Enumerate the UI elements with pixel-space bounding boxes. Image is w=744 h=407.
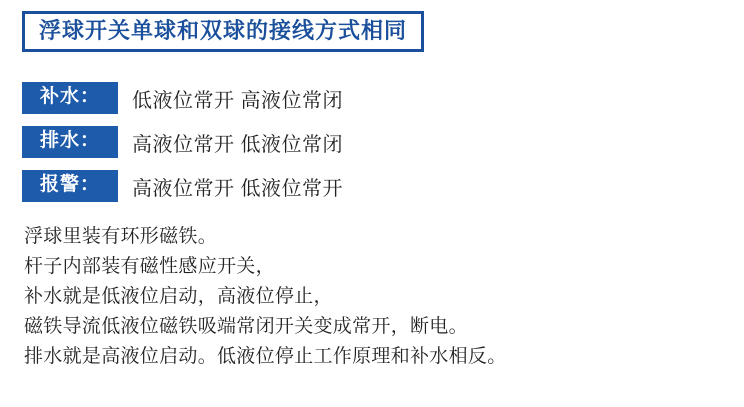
list-item [22,80,722,116]
list-item [22,124,722,160]
mode-description-supply: 低液位常开 高液位常闭 [132,89,344,112]
title-banner [22,11,424,52]
note-line: 浮球里装有环形磁铁。 [24,226,218,247]
mode-tag-supply: 补水： [22,82,118,114]
note-line: 杆子内部装有磁性感应开关， [24,256,275,277]
note-line: 补水就是低液位启动，高液位停止， [24,286,333,307]
notes-block [24,222,730,372]
note-line: 排水就是高液位启动。低液位停止工作原理和补水相反。 [24,346,507,367]
mode-description-drain: 高液位常开 低液位常闭 [132,133,344,156]
mode-tag-alarm: 报警： [22,170,118,202]
note-line: 磁铁导流低液位磁铁吸端常闭开关变成常开，断电。 [24,316,468,337]
list-item [22,168,722,204]
mode-description-alarm: 高液位常开 低液位常开 [132,177,344,200]
page-title: 浮球开关单球和双球的接线方式相同 [39,18,408,43]
mode-list [22,80,722,212]
mode-tag-drain: 排水： [22,126,118,158]
